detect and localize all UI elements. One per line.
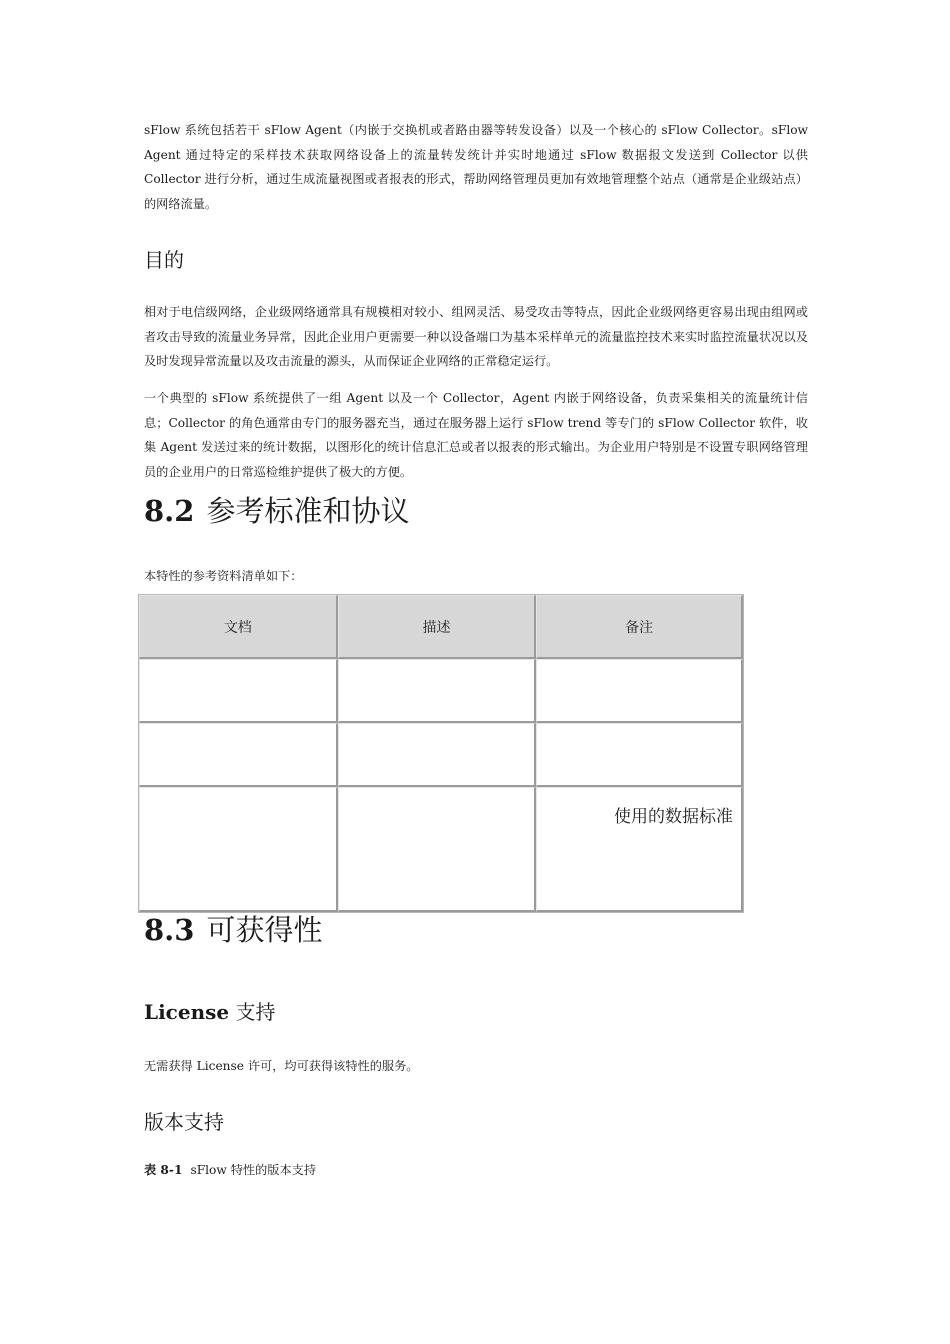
license-heading [144, 998, 275, 1026]
table-row [139, 723, 743, 787]
table-cell-note: 使用的数据标准 [536, 787, 743, 912]
section-8-2-title: 参考标准和协议 [206, 494, 410, 528]
table-cell [536, 723, 743, 787]
reference-list-lead: 本特性的参考资料清单如下： [144, 569, 303, 583]
license-heading-en: License [144, 1000, 230, 1024]
table-header-note: 备注 [536, 595, 743, 659]
table-header-row [139, 595, 743, 659]
table-cell [338, 787, 537, 912]
reference-table [138, 594, 744, 913]
purpose-paragraph-1: 相对于电信级网络，企业级网络通常具有规模相对较小、组网灵活、易受攻击等特点，因此企业级网络更容易出现由组网或者攻击导致的流量业务异常，因此企业用户更需要一种以设备端口为基本采样单元的流量监控技术来实时监控流量状况以及及时发现异常流量以及攻击流量的源头，从而保证企业网络的正常稳定运行。 [144, 305, 808, 369]
version-heading: 版本支持 [144, 1110, 224, 1134]
table-row [139, 787, 743, 912]
table-cell [139, 723, 338, 787]
purpose-heading: 目的 [144, 248, 184, 272]
section-8-2-number: 8.2 [144, 494, 195, 528]
table-header-desc: 描述 [338, 595, 537, 659]
table-header-doc: 文档 [139, 595, 338, 659]
license-heading-cn: 支持 [235, 1000, 276, 1024]
section-8-3-number: 8.3 [144, 913, 195, 947]
section-8-2-heading [144, 493, 409, 529]
table-cell [139, 787, 338, 912]
table-cell [338, 659, 537, 723]
section-8-3-title: 可获得性 [206, 913, 323, 947]
purpose-paragraph-2: 一个典型的 sFlow 系统提供了一组 Agent 以及一个 Collector，Agent 内嵌于网络设备，负责采集相关的流量统计信息；Collector 的角色通常由专门的服务器充当，通过在服务器上运行 sFlow trend 等专门的 sFlow Collector 软件，收集 Agent 发送过来的统计数据，以图形化的统计信息汇总或者以报表的形式输出。为企业用户特别是不设置专职网络管理员的企业用户的日常巡检维护提供了极大的方便。 [144, 391, 808, 479]
table-caption [144, 1160, 316, 1180]
table-caption-text: sFlow 特性的版本支持 [190, 1163, 317, 1177]
section-8-3-heading [144, 912, 322, 948]
intro-paragraph: sFlow 系统包括若干 sFlow Agent（内嵌于交换机或者路由器等转发设备）以及一个核心的 sFlow Collector。sFlow Agent 通过特定的采样技术获取网络设备上的流量转发统计并实时地通过 sFlow 数据报文发送到 Collector 以供 Collector 进行分析，通过生成流量视图或者报表的形式，帮助网络管理员更加有效地管理整个站点（通常是企业级站点）的网络流量。 [144, 123, 808, 211]
table-cell [139, 659, 338, 723]
license-text: 无需获得 License 许可，均可获得该特性的服务。 [144, 1059, 419, 1073]
table-row [139, 659, 743, 723]
table-cell [536, 659, 743, 723]
table-caption-label: 表 8-1 [144, 1163, 183, 1177]
table-cell [338, 723, 537, 787]
